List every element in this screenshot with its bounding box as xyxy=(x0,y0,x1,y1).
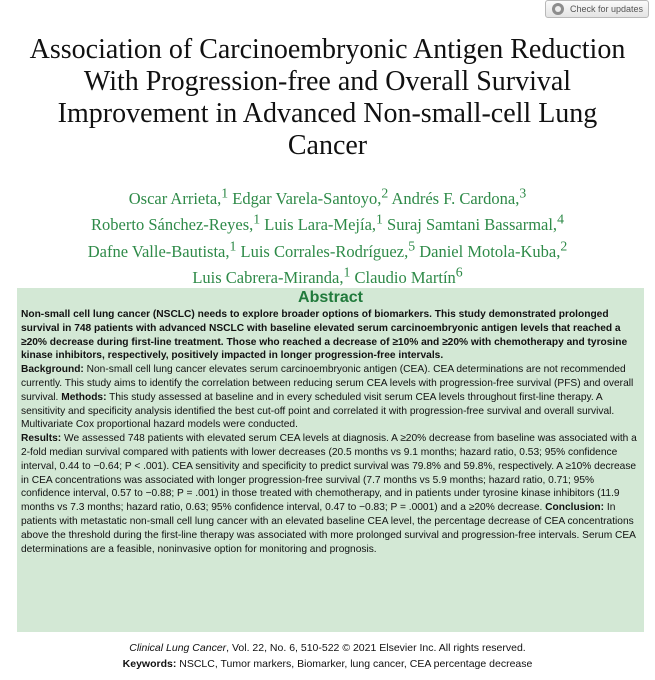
author: Suraj Samtani Bassarmal,$^4$ xyxy=(387,211,564,234)
results-text: We assessed 748 patients with elevated serum CEA levels at diagnosis. A ≥20% decrease from baseline was associated with a 2-fold median survival compared with patients with lower decreases (20.5 months vs 9.1 months; hazard ratio, 0.53; 95% confidence interval, 0.44 to −0.64; P < .001). CEA sensitivity and specificity to predict survival was 79.8% and 59.8%, respectively. A ≥10% decrease in CEA concentrations was associated with longer progression-free survival (7.7 months vs 5.9 months; hazard ratio, 0.71; 95% confidence interval, 0.57 to −0.88; P = .001) in those treated with chemotherapy, and in patients under tyrosine kinase inhibitors (11.9 months vs 7.3 months; hazard ratio, 0.63; 95% confidence interval, 0.47 to −0.83; P = .0001) and a ≥20% decrease. xyxy=(21,433,637,514)
abstract-body xyxy=(21,363,640,432)
methods-text: This study assessed at baseline and in every scheduled visit serum CEA levels throughout first-line therapy. A sensitivity and specificity analysis identified the best cut-off point and correlated it with progression-free survival and overall survival. Multivariate Cox proportional hazard models were conducted. xyxy=(21,391,615,431)
author: Andrés F. Cardona,$^3$ xyxy=(391,185,527,208)
author: Luis Cabrera-Miranda,$^1$ xyxy=(192,264,351,287)
journal-name: Clinical Lung Cancer xyxy=(129,642,227,654)
background-text: Non-small cell lung cancer elevates serum carcinoembryonic antigen (CEA). CEA determinations are not recommended currently. This study aims to identify the correlation between reducing serum CEA levels with progression-free survival (PFS) and overall survival. xyxy=(21,364,634,403)
check-for-updates-label: Check for updates xyxy=(570,4,644,14)
background-label: Background: xyxy=(21,364,84,376)
author: Oscar Arrieta,$^1$ xyxy=(128,185,229,208)
author: Claudio Martín$^6$ xyxy=(354,264,463,287)
author: Luis Corrales-Rodríguez,$^5$ xyxy=(240,238,416,261)
conclusion-text: In patients with metastatic non-small cell lung cancer with an elevated baseline CEA level, the percentage decrease of CEA concentrations above the threshold during the first-line therapy was associated with more prolonged survival and progression-free intervals. Serum CEA determinations are a feasible, noninvasive option for monitoring and prognosis. xyxy=(21,502,636,555)
article-title: Association of Carcinoembryonic Antigen Reduction With Progression-free and Overall Survival Improvement in Advanced Non-small-cell Lung Cancer xyxy=(29,34,626,161)
citation-line xyxy=(20,641,635,656)
check-for-updates-button[interactable] xyxy=(545,0,649,18)
citation-details: , Vol. 22, No. 6, 510-522 © 2021 Elsevier Inc. All rights reserved. xyxy=(226,642,526,654)
author-list xyxy=(20,182,635,288)
results-label: Results: xyxy=(21,433,62,445)
abstract-heading: Abstract xyxy=(298,289,363,306)
crossmark-icon xyxy=(552,3,564,15)
author: Luis Lara-Mejía,$^1$ xyxy=(264,211,383,234)
abstract-section xyxy=(17,288,644,632)
abstract-results xyxy=(21,432,640,556)
keywords-text: NSCLC, Tumor markers, Biomarker, lung cancer, CEA percentage decrease xyxy=(176,658,533,670)
author: Dafne Valle-Bautista,$^1$ xyxy=(87,238,237,261)
abstract-highlight: Non-small cell lung cancer (NSCLC) needs to explore broader options of biomarkers. This study demonstrated prolonged survival in 748 patients with advanced NSCLC with baseline elevated serum carcinoembryonic antigen levels that reached a ≥20% decrease during first-line treatment. Those who reached a decrease of ≥10% and ≥20% with chemotherapy and tyrosine kinase inhibitors, respectively, positively impacted in longer progression-free intervals. xyxy=(21,309,628,362)
methods-label: Methods: xyxy=(61,391,107,403)
conclusion-label: Conclusion: xyxy=(545,502,605,514)
author: Roberto Sánchez-Reyes,$^1$ xyxy=(91,211,261,234)
keywords-line xyxy=(20,657,635,672)
author: Edgar Varela-Santoyo,$^2$ xyxy=(232,185,389,208)
author: Daniel Motola-Kuba,$^2$ xyxy=(419,238,568,261)
keywords-label: Keywords: xyxy=(122,658,177,670)
